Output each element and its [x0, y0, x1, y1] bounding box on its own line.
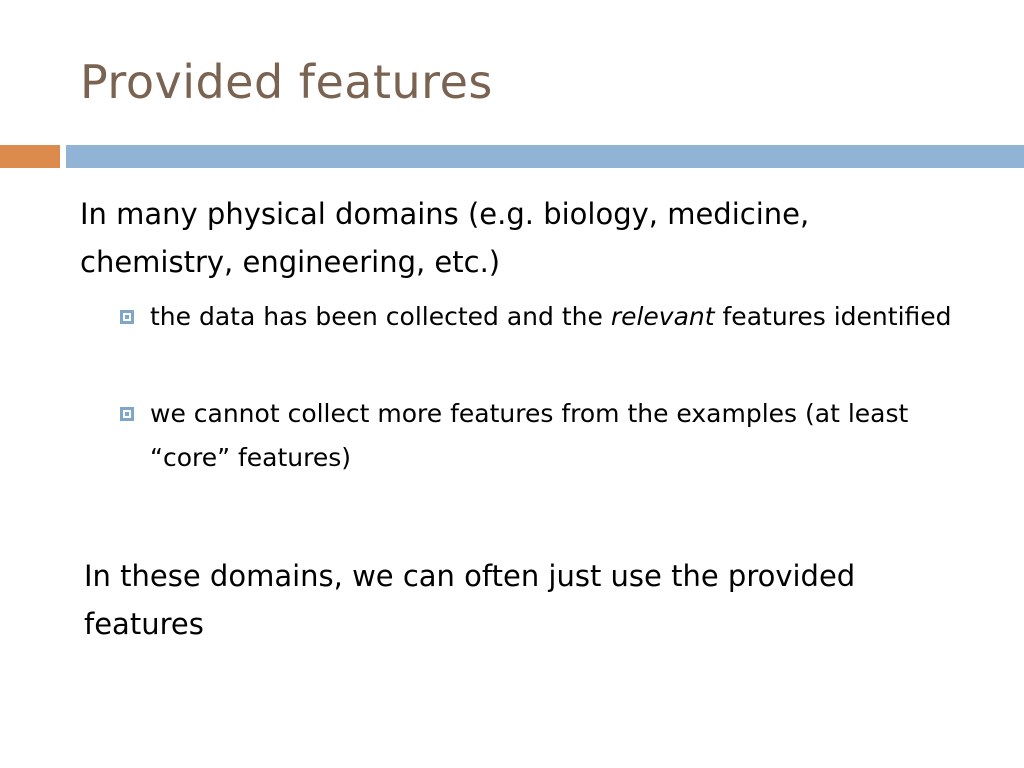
square-bullet-icon: [120, 407, 134, 421]
square-bullet-icon: [120, 310, 134, 324]
title-accent-orange-bar: [0, 145, 60, 168]
bullet-text: we cannot collect more features from the examples (at least “core” features): [150, 399, 909, 472]
slide-title: Provided features: [80, 55, 493, 109]
bullet-text-before: the data has been collected and the: [150, 302, 611, 331]
intro-paragraph: In many physical domains (e.g. biology, medicine, chemistry, engineering, etc.): [80, 197, 810, 279]
bullet-text-after: features identified: [714, 302, 952, 331]
conclusion-paragraph: In these domains, we can often just use the provided features: [84, 559, 856, 641]
bullet-item-relevant-features: [120, 295, 960, 339]
bullet-text: [150, 295, 960, 339]
title-accent-blue-bar: [66, 145, 1024, 168]
bullet-emphasis: relevant: [610, 302, 715, 331]
bullet-item-core-features: [120, 392, 960, 480]
